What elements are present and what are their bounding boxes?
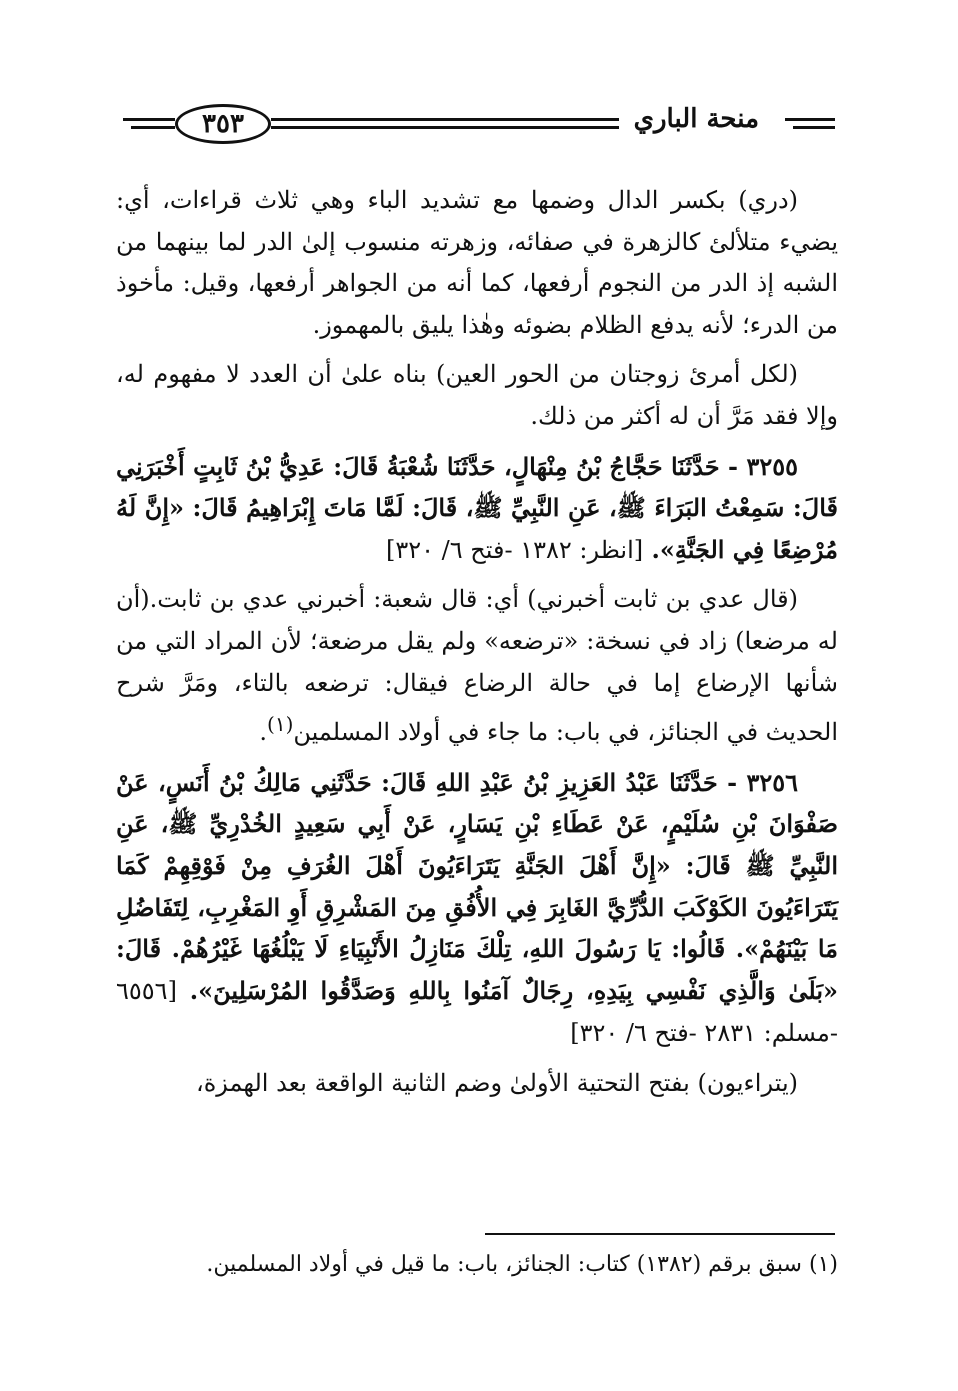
header-rule-right-outer	[785, 118, 835, 121]
footnote: (١) سبق برقم (١٣٨٢) كتاب: الجنائز، باب: ما قيل في أولاد المسلمين.	[206, 1252, 838, 1277]
commentary-paragraph-4: (يتراءيون) بفتح التحتية الأولىٰ وضم الثانية الواقعة بعد الهمزة،	[195, 1068, 798, 1097]
page-header	[123, 98, 835, 158]
header-rule-right-inner	[793, 126, 835, 129]
hadith-3256-reference: [٦٥٥٦ -مسلم: ٢٨٣١ -فتح ٦/ ٣٢٠]	[116, 976, 838, 1048]
hadith-3255: ٣٢٥٥ - حَدَّثَنَا حَجَّاجُ بْنُ مِنْهَالٍ، حَدَّثَنَا شُعْبَةُ قَالَ: عَدِيُّ بْنُ ثَابِتٍ أَخْبَرَنِي قَالَ: سَمِعْتُ البَرَاءَ ﷺ، عَنِ النَّبِيِّ ﷺ، قَالَ: لَمَّا مَاتَ إِبْرَاهِيمُ قَالَ: «إِنَّ لَهُ مُرْضِعًا فِي الجَنَّةِ». [انظر: ١٣٨٢ -فتح ٦/ ٣٢٠]	[116, 451, 839, 564]
footnote-marker: (١)	[267, 712, 294, 737]
commentary-paragraph-2: (لكل أمرئ زوجتان من الحور العين) بناه علىٰ أن العدد لا مفهوم له، وإلا فقد مَرَّ أن له أكثر من ذلك.	[116, 360, 838, 430]
commentary-paragraph-1: (دري) بكسر الدال وضمها مع تشديد الباء وهي ثلاث قراءات، أي: يضيء متلألئ كالزهرة في صفائه، وزهرته منسوب إلىٰ الدر لما بينهما من الشبه إذ الدر من النجوم أرفعها، كما أنه من الجواهر أرفعها، وقيل: مأخوذ من الدرء؛ لأنه يدفع الظلام بضوئه وهٰذا يليق بالمهموز.	[116, 186, 838, 339]
running-title: منحة الباري	[633, 104, 759, 134]
footnote-separator	[485, 1233, 835, 1235]
main-text	[116, 180, 838, 1104]
hadith-3256: ٣٢٥٦ - حَدَّثَنَا عَبْدُ العَزِيزِ بْنُ عَبْدِ اللهِ قَالَ: حَدَّثَنِي مَالِكُ بْنُ أَنَسٍ، عَنْ صَفْوَانَ بْنِ سُلَيْمٍ، عَنْ عَطَاءِ بْنِ يَسَارٍ، عَنْ أَبِي سَعِيدٍ الخُدْرِيِّ ﷺ، عَنِ النَّبِيِّ ﷺ قَالَ: «إِنَّ أَهْلَ الجَنَّةِ يَتَرَاءَيُونَ أَهْلَ الغُرَفِ مِنْ فَوْقِهِمْ كَمَا يَتَرَاءَيُونَ الكَوْكَبَ الدُّرِّيَّ الغَابِرَ فِي الأُفُقِ مِنَ المَشْرِقِ أَوِ المَغْرِبِ، لِتَفَاضُلِ مَا بَيْنَهُمْ». قَالُوا: يَا رَسُولَ اللهِ، تِلْكَ مَنَازِلُ الأَنْبِيَاءِ لَا يَبْلُغُهَا غَيْرُهُمْ. قَالَ: «بَلَىٰ وَالَّذِي نَفْسِي بِيَدِهِ، رِجَالٌ آمَنُوا بِاللهِ وَصَدَّقُوا المُرْسَلِينَ». [٦٥٥٦ -مسلم: ٢٨٣١ -فتح ٦/ ٣٢٠]	[116, 767, 838, 1048]
page-number-badge	[175, 104, 271, 144]
page-number: ٣٥٣	[202, 109, 244, 139]
header-rule-middle-outer	[271, 118, 619, 121]
header-rule-left-outer	[123, 118, 175, 121]
header-rule-left-inner	[131, 126, 175, 129]
hadith-3255-reference: [انظر: ١٣٨٢ -فتح ٦/ ٣٢٠]	[385, 535, 644, 564]
header-rule-middle-inner	[271, 126, 619, 129]
commentary-paragraph-3: (قال عدي بن ثابت أخبرني) أي: قال شعبة: أخبرني عدي بن ثابت.(أن له مرضعا) زاد في نسخة: «ترضعه» ولم يقل مرضعة؛ لأن المراد التي من شأنها الإرضاع إما في حالة الرضاع فيقال: ترضعه بالتاء، ومَرَّ شرح الحديث في الجنائز، في باب: ما جاء في أولاد المسلمين$^{(١)}$.	[116, 585, 838, 747]
